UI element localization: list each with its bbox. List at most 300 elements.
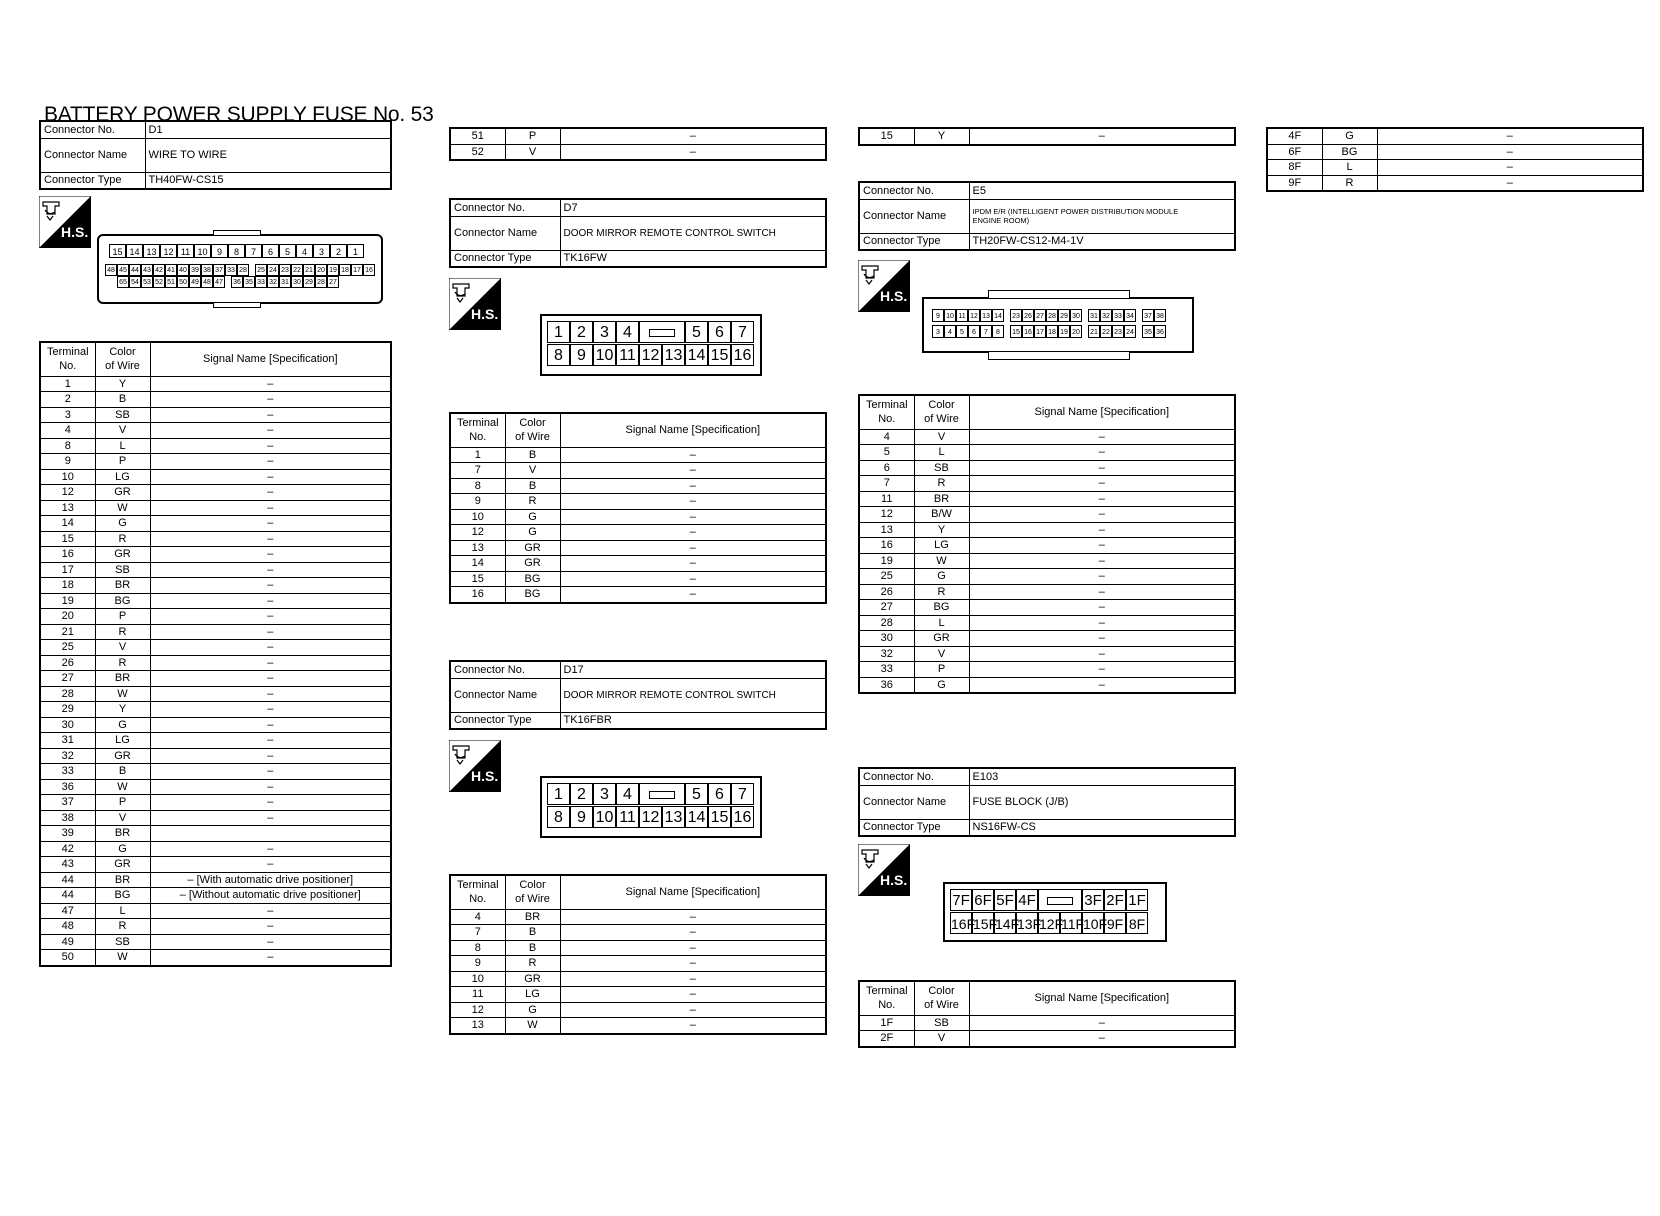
signal-cell: – xyxy=(150,934,391,950)
terminal-cell: 10 xyxy=(40,469,95,485)
pin: 2 xyxy=(330,244,347,258)
signal-cell: – xyxy=(560,956,826,972)
pin: 5 xyxy=(685,783,708,805)
signal-cell: – xyxy=(150,423,391,439)
color-cell: L xyxy=(914,445,969,461)
table-row xyxy=(40,919,391,935)
pin: 15 xyxy=(708,344,731,366)
pin: 4 xyxy=(944,325,956,338)
terminal-cell: 4 xyxy=(40,423,95,439)
pin: 13 xyxy=(662,806,685,828)
table-row xyxy=(40,516,391,532)
color-cell: L xyxy=(95,903,150,919)
connector-no: E103 xyxy=(969,768,1235,785)
connector-type: TK16FW xyxy=(560,250,826,267)
pin: 6 xyxy=(708,783,731,805)
pin: 10 xyxy=(194,244,211,258)
pin: 1 xyxy=(347,244,364,258)
pin: 48 xyxy=(201,276,213,288)
terminal-cell: 7 xyxy=(450,925,505,941)
color-cell: L xyxy=(95,438,150,454)
pin: 14 xyxy=(685,806,708,828)
terminal-cell: 13 xyxy=(40,500,95,516)
table-row xyxy=(859,507,1235,523)
signal-cell: – xyxy=(150,764,391,780)
terminal-cell: 12 xyxy=(450,525,505,541)
table-row xyxy=(859,491,1235,507)
signal-cell: – xyxy=(969,1015,1235,1031)
signal-cell: – xyxy=(1377,175,1643,191)
pin: 5 xyxy=(279,244,296,258)
color-cell: R xyxy=(914,476,969,492)
pin: 32 xyxy=(267,276,279,288)
terminal-table-d1 xyxy=(39,341,392,967)
color-cell: W xyxy=(914,553,969,569)
terminal-cell: 11 xyxy=(450,987,505,1003)
pin: 30 xyxy=(1070,309,1082,322)
terminal-cell: 8 xyxy=(450,940,505,956)
signal-cell: – xyxy=(150,733,391,749)
signal-cell: – xyxy=(150,640,391,656)
pin: 28 xyxy=(237,264,249,276)
connector-lock xyxy=(639,321,685,343)
table-row xyxy=(40,376,391,392)
color-cell: G xyxy=(95,841,150,857)
pin: 27 xyxy=(327,276,339,288)
pin: 38 xyxy=(1154,309,1166,322)
terminal-cell: 26 xyxy=(40,655,95,671)
terminal-cell: 26 xyxy=(859,584,914,600)
connector-no: D1 xyxy=(145,121,391,138)
pin: 37 xyxy=(1142,309,1154,322)
signal-cell: – xyxy=(150,655,391,671)
color-cell: B xyxy=(505,447,560,463)
pin: 11F xyxy=(1060,912,1082,934)
pin: 23 xyxy=(1112,325,1124,338)
table-row xyxy=(859,460,1235,476)
table-row xyxy=(450,909,826,925)
table-row xyxy=(40,826,391,842)
pin: 8 xyxy=(992,325,1004,338)
color-cell: SB xyxy=(95,562,150,578)
col-signal: Signal Name [Specification] xyxy=(150,342,391,376)
pin: 41 xyxy=(165,264,177,276)
pin: 19 xyxy=(327,264,339,276)
table-row xyxy=(450,447,826,463)
table-row xyxy=(40,454,391,470)
terminal-table-d17: Terminal No. Color of Wire Signal Name [Specification] 4 BR – 7 B – 8 B – 9 R – 10 GR – 11 LG – 12 G – 13 W – xyxy=(449,874,827,1035)
color-cell: Y xyxy=(914,522,969,538)
terminal-cell: 47 xyxy=(40,903,95,919)
signal-cell: – xyxy=(150,702,391,718)
table-row xyxy=(40,469,391,485)
pin: 51 xyxy=(165,276,177,288)
table-row xyxy=(859,631,1235,647)
connector-face-e5 xyxy=(922,297,1194,353)
terminal-cell: 6F xyxy=(1267,144,1322,160)
label: Connector Type xyxy=(40,172,145,189)
terminal-cell: 42 xyxy=(40,841,95,857)
signal-cell: – xyxy=(560,463,826,479)
signal-cell: – xyxy=(969,491,1235,507)
table-row xyxy=(450,494,826,510)
color-cell: Y xyxy=(914,128,969,145)
color-cell: R xyxy=(914,584,969,600)
color-cell: R xyxy=(1322,175,1377,191)
terminal-cell: 3 xyxy=(40,407,95,423)
color-cell: V xyxy=(914,1031,969,1047)
harness-side-icon: H.S. xyxy=(858,844,910,896)
terminal-cell: 43 xyxy=(40,857,95,873)
pin: 1 xyxy=(547,321,570,343)
table-row xyxy=(859,522,1235,538)
color-cell: BR xyxy=(914,491,969,507)
terminal-cell: 9 xyxy=(450,494,505,510)
pin: 16 xyxy=(731,344,754,366)
terminal-cell: 51 xyxy=(450,128,505,144)
signal-cell: – xyxy=(969,445,1235,461)
signal-cell: – xyxy=(969,646,1235,662)
label: Connector Name xyxy=(40,138,145,172)
terminal-table-d1-continued xyxy=(449,127,827,161)
terminal-cell: 44 xyxy=(40,872,95,888)
hs-label: H.S. xyxy=(61,224,89,240)
connector-lock xyxy=(639,783,685,805)
signal-cell: – xyxy=(150,671,391,687)
signal-cell: – xyxy=(150,841,391,857)
signal-cell: – xyxy=(150,779,391,795)
pin: 19 xyxy=(1058,325,1070,338)
harness-side-icon: H.S. xyxy=(449,740,501,792)
pin: 7 xyxy=(731,783,754,805)
table-row xyxy=(40,950,391,966)
color-cell: SB xyxy=(914,1015,969,1031)
connector-type: TK16FBR xyxy=(560,712,826,729)
signal-cell: – xyxy=(560,909,826,925)
terminal-cell: 31 xyxy=(40,733,95,749)
pin: 22 xyxy=(291,264,303,276)
table-row xyxy=(40,485,391,501)
label: Connector No. xyxy=(450,199,560,216)
table-row xyxy=(40,423,391,439)
color-cell: BR xyxy=(95,671,150,687)
terminal-cell: 36 xyxy=(40,779,95,795)
table-row xyxy=(450,1002,826,1018)
table-row xyxy=(859,646,1235,662)
connector-face-d1 xyxy=(97,234,383,304)
pin: 8 xyxy=(228,244,245,258)
connector-name: WIRE TO WIRE xyxy=(145,138,391,172)
color-cell: R xyxy=(95,531,150,547)
connector-no: D17 xyxy=(560,661,826,678)
signal-cell: – xyxy=(150,609,391,625)
pin: 6 xyxy=(708,321,731,343)
table-row xyxy=(859,600,1235,616)
terminal-cell: 4 xyxy=(450,909,505,925)
pin: 5 xyxy=(685,321,708,343)
signal-cell: – xyxy=(969,522,1235,538)
table-row xyxy=(40,872,391,888)
signal-cell: – xyxy=(969,507,1235,523)
pin: 16 xyxy=(363,264,375,276)
table-row xyxy=(40,934,391,950)
pin: 26 xyxy=(1022,309,1034,322)
signal-cell: – xyxy=(560,540,826,556)
pin: 44 xyxy=(129,264,141,276)
signal-cell: – xyxy=(150,376,391,392)
connector-lock xyxy=(1038,889,1082,911)
terminal-cell: 50 xyxy=(40,950,95,966)
color-cell: B xyxy=(95,764,150,780)
pin: 13F xyxy=(1016,912,1038,934)
table-row xyxy=(40,733,391,749)
pin: 50 xyxy=(177,276,189,288)
pin: 28 xyxy=(1046,309,1058,322)
pin: 31 xyxy=(279,276,291,288)
color-cell: G xyxy=(505,509,560,525)
color-cell: B xyxy=(505,478,560,494)
color-cell: BG xyxy=(914,600,969,616)
pin: 16 xyxy=(1022,325,1034,338)
pin: 9 xyxy=(932,309,944,322)
connector-no: D7 xyxy=(560,199,826,216)
pin: 21 xyxy=(1088,325,1100,338)
terminal-cell: 39 xyxy=(40,826,95,842)
pin: 18 xyxy=(339,264,351,276)
table-row xyxy=(450,971,826,987)
pin: 4 xyxy=(616,783,639,805)
color-cell: P xyxy=(914,662,969,678)
terminal-cell: 49 xyxy=(40,934,95,950)
color-cell: B xyxy=(95,392,150,408)
table-row xyxy=(450,478,826,494)
terminal-cell: 33 xyxy=(859,662,914,678)
pin: 12 xyxy=(639,806,662,828)
signal-cell: – xyxy=(969,538,1235,554)
signal-cell: – xyxy=(150,717,391,733)
pin: 23 xyxy=(1010,309,1022,322)
terminal-cell: 19 xyxy=(859,553,914,569)
table-row xyxy=(40,562,391,578)
table-row xyxy=(859,538,1235,554)
signal-cell: – xyxy=(150,547,391,563)
pin: 9F xyxy=(1104,912,1126,934)
color-cell: BG xyxy=(1322,144,1377,160)
terminal-cell: 10 xyxy=(450,509,505,525)
color-cell: LG xyxy=(95,469,150,485)
pin: 4 xyxy=(296,244,313,258)
pin: 29 xyxy=(1058,309,1070,322)
color-cell: G xyxy=(914,677,969,693)
terminal-cell: 28 xyxy=(40,686,95,702)
signal-cell: – xyxy=(969,631,1235,647)
color-cell: V xyxy=(95,810,150,826)
table-row xyxy=(450,571,826,587)
terminal-cell: 44 xyxy=(40,888,95,904)
pin: 2F xyxy=(1104,889,1126,911)
signal-cell: – xyxy=(560,971,826,987)
terminal-cell: 30 xyxy=(40,717,95,733)
terminal-table-d7: Terminal No. Color of Wire Signal Name [Specification] 1 B – 7 V – 8 B – 9 R – 10 G – 12 G – 13 GR – 14 GR – 15 BG – 16 BG – xyxy=(449,412,827,604)
connector-info-e5: Connector No. E5 Connector Name IPDM E/R (INTELLIGENT POWER DISTRIBUTION MODULE ENGINE ROOM) Connector Type TH20FW-CS12-M4-1V xyxy=(858,181,1236,251)
color-cell: B xyxy=(505,940,560,956)
color-cell: G xyxy=(1322,128,1377,144)
signal-cell: – xyxy=(150,686,391,702)
color-cell: P xyxy=(95,454,150,470)
signal-cell xyxy=(150,826,391,842)
pin: 6F xyxy=(972,889,994,911)
pin: 20 xyxy=(1070,325,1082,338)
table-row xyxy=(40,795,391,811)
terminal-cell: 28 xyxy=(859,615,914,631)
table-row xyxy=(1267,128,1643,144)
color-cell: SB xyxy=(95,407,150,423)
col-terminal: Terminal No. xyxy=(40,342,95,376)
signal-cell: – xyxy=(969,128,1235,145)
table-row xyxy=(40,748,391,764)
color-cell: GR xyxy=(505,971,560,987)
table-row xyxy=(40,671,391,687)
connector-face-d7 xyxy=(540,314,762,376)
terminal-cell: 8F xyxy=(1267,160,1322,176)
pin: 35 xyxy=(1142,325,1154,338)
signal-cell: – xyxy=(150,919,391,935)
pin: 17 xyxy=(351,264,363,276)
signal-cell: – xyxy=(560,556,826,572)
terminal-cell: 25 xyxy=(40,640,95,656)
table-row xyxy=(40,841,391,857)
terminal-cell: 21 xyxy=(40,624,95,640)
terminal-cell: 12 xyxy=(450,1002,505,1018)
color-cell: GR xyxy=(505,556,560,572)
signal-cell: – xyxy=(560,525,826,541)
table-row xyxy=(859,677,1235,693)
table-row xyxy=(450,540,826,556)
harness-side-icon: H.S. xyxy=(449,278,501,330)
pin: 27 xyxy=(1034,309,1046,322)
signal-cell: – xyxy=(560,1002,826,1018)
table-row xyxy=(450,144,826,160)
table-row xyxy=(1267,175,1643,191)
pin: 25 xyxy=(255,264,267,276)
terminal-cell: 5 xyxy=(859,445,914,461)
color-cell: GR xyxy=(914,631,969,647)
pin: 10 xyxy=(593,344,616,366)
pin: 3 xyxy=(593,783,616,805)
terminal-cell: 18 xyxy=(40,578,95,594)
color-cell: BG xyxy=(95,593,150,609)
table-row xyxy=(450,940,826,956)
color-cell: W xyxy=(95,779,150,795)
terminal-cell: 4 xyxy=(859,429,914,445)
pin: 4F xyxy=(1016,889,1038,911)
signal-cell: – xyxy=(560,478,826,494)
table-row xyxy=(450,509,826,525)
signal-cell: – xyxy=(560,494,826,510)
table-row xyxy=(450,956,826,972)
signal-cell: – xyxy=(969,476,1235,492)
color-cell: V xyxy=(914,646,969,662)
table-row xyxy=(40,578,391,594)
signal-cell: – xyxy=(150,500,391,516)
table-row xyxy=(40,547,391,563)
color-cell: V xyxy=(505,463,560,479)
signal-cell: – xyxy=(150,578,391,594)
pin: 35 xyxy=(243,276,255,288)
table-row xyxy=(1267,144,1643,160)
pin: 53 xyxy=(141,276,153,288)
terminal-cell: 13 xyxy=(450,1018,505,1034)
color-cell: Y xyxy=(95,376,150,392)
terminal-cell: 1 xyxy=(40,376,95,392)
table-row xyxy=(859,662,1235,678)
table-row xyxy=(859,553,1235,569)
color-cell: V xyxy=(914,429,969,445)
table-row xyxy=(450,463,826,479)
pin: 22 xyxy=(1100,325,1112,338)
pin: 4 xyxy=(616,321,639,343)
signal-cell: – xyxy=(969,584,1235,600)
connector-name: IPDM E/R (INTELLIGENT POWER DISTRIBUTION MODULE ENGINE ROOM) xyxy=(969,199,1235,233)
color-cell: GR xyxy=(95,857,150,873)
signal-cell: – xyxy=(150,562,391,578)
pin: 6 xyxy=(262,244,279,258)
terminal-cell: 17 xyxy=(40,562,95,578)
color-cell: Y xyxy=(95,702,150,718)
pin: 33 xyxy=(255,276,267,288)
table-row xyxy=(40,810,391,826)
color-cell: R xyxy=(95,624,150,640)
terminal-cell: 13 xyxy=(450,540,505,556)
pin: 36 xyxy=(231,276,243,288)
pin: 14 xyxy=(992,309,1004,322)
signal-cell: – [Without automatic drive positioner] xyxy=(150,888,391,904)
table-row xyxy=(859,615,1235,631)
table-row xyxy=(859,429,1235,445)
pin: 15F xyxy=(972,912,994,934)
pin: 20 xyxy=(315,264,327,276)
color-cell: V xyxy=(505,144,560,160)
pin: 11 xyxy=(616,806,639,828)
pin: 38 xyxy=(201,264,213,276)
pin: 15 xyxy=(708,806,731,828)
color-cell: SB xyxy=(914,460,969,476)
pin: 10 xyxy=(593,806,616,828)
signal-cell: – xyxy=(969,429,1235,445)
color-cell: G xyxy=(914,569,969,585)
pin: 15 xyxy=(109,244,126,258)
pin: 9 xyxy=(211,244,228,258)
signal-cell: – xyxy=(969,1031,1235,1047)
pin: 40 xyxy=(177,264,189,276)
signal-cell: – xyxy=(150,903,391,919)
terminal-table-e5: Terminal No. Color of Wire Signal Name [Specification] 4 V – 5 L – 6 SB – 7 R – 11 BR – 12 B/W – 13 Y – 16 LG – 19 W – 25 G – 26 R – 27 BG – 28 L – 30 GR – 32 V – 33 P – 36 G – xyxy=(858,394,1236,694)
table-row xyxy=(40,888,391,904)
color-cell: G xyxy=(505,525,560,541)
table-row xyxy=(40,857,391,873)
signal-cell: – xyxy=(150,516,391,532)
signal-cell: – xyxy=(1377,128,1643,144)
signal-cell: – xyxy=(560,987,826,1003)
table-row xyxy=(859,1015,1235,1031)
connector-info-e103: Connector No. E103 Connector Name FUSE BLOCK (J/B) Connector Type NS16FW-CS xyxy=(858,767,1236,837)
color-cell: BG xyxy=(505,587,560,603)
pin: 9 xyxy=(570,806,593,828)
terminal-cell: 1F xyxy=(859,1015,914,1031)
signal-cell: – xyxy=(150,531,391,547)
pin: 11 xyxy=(956,309,968,322)
table-row xyxy=(40,593,391,609)
